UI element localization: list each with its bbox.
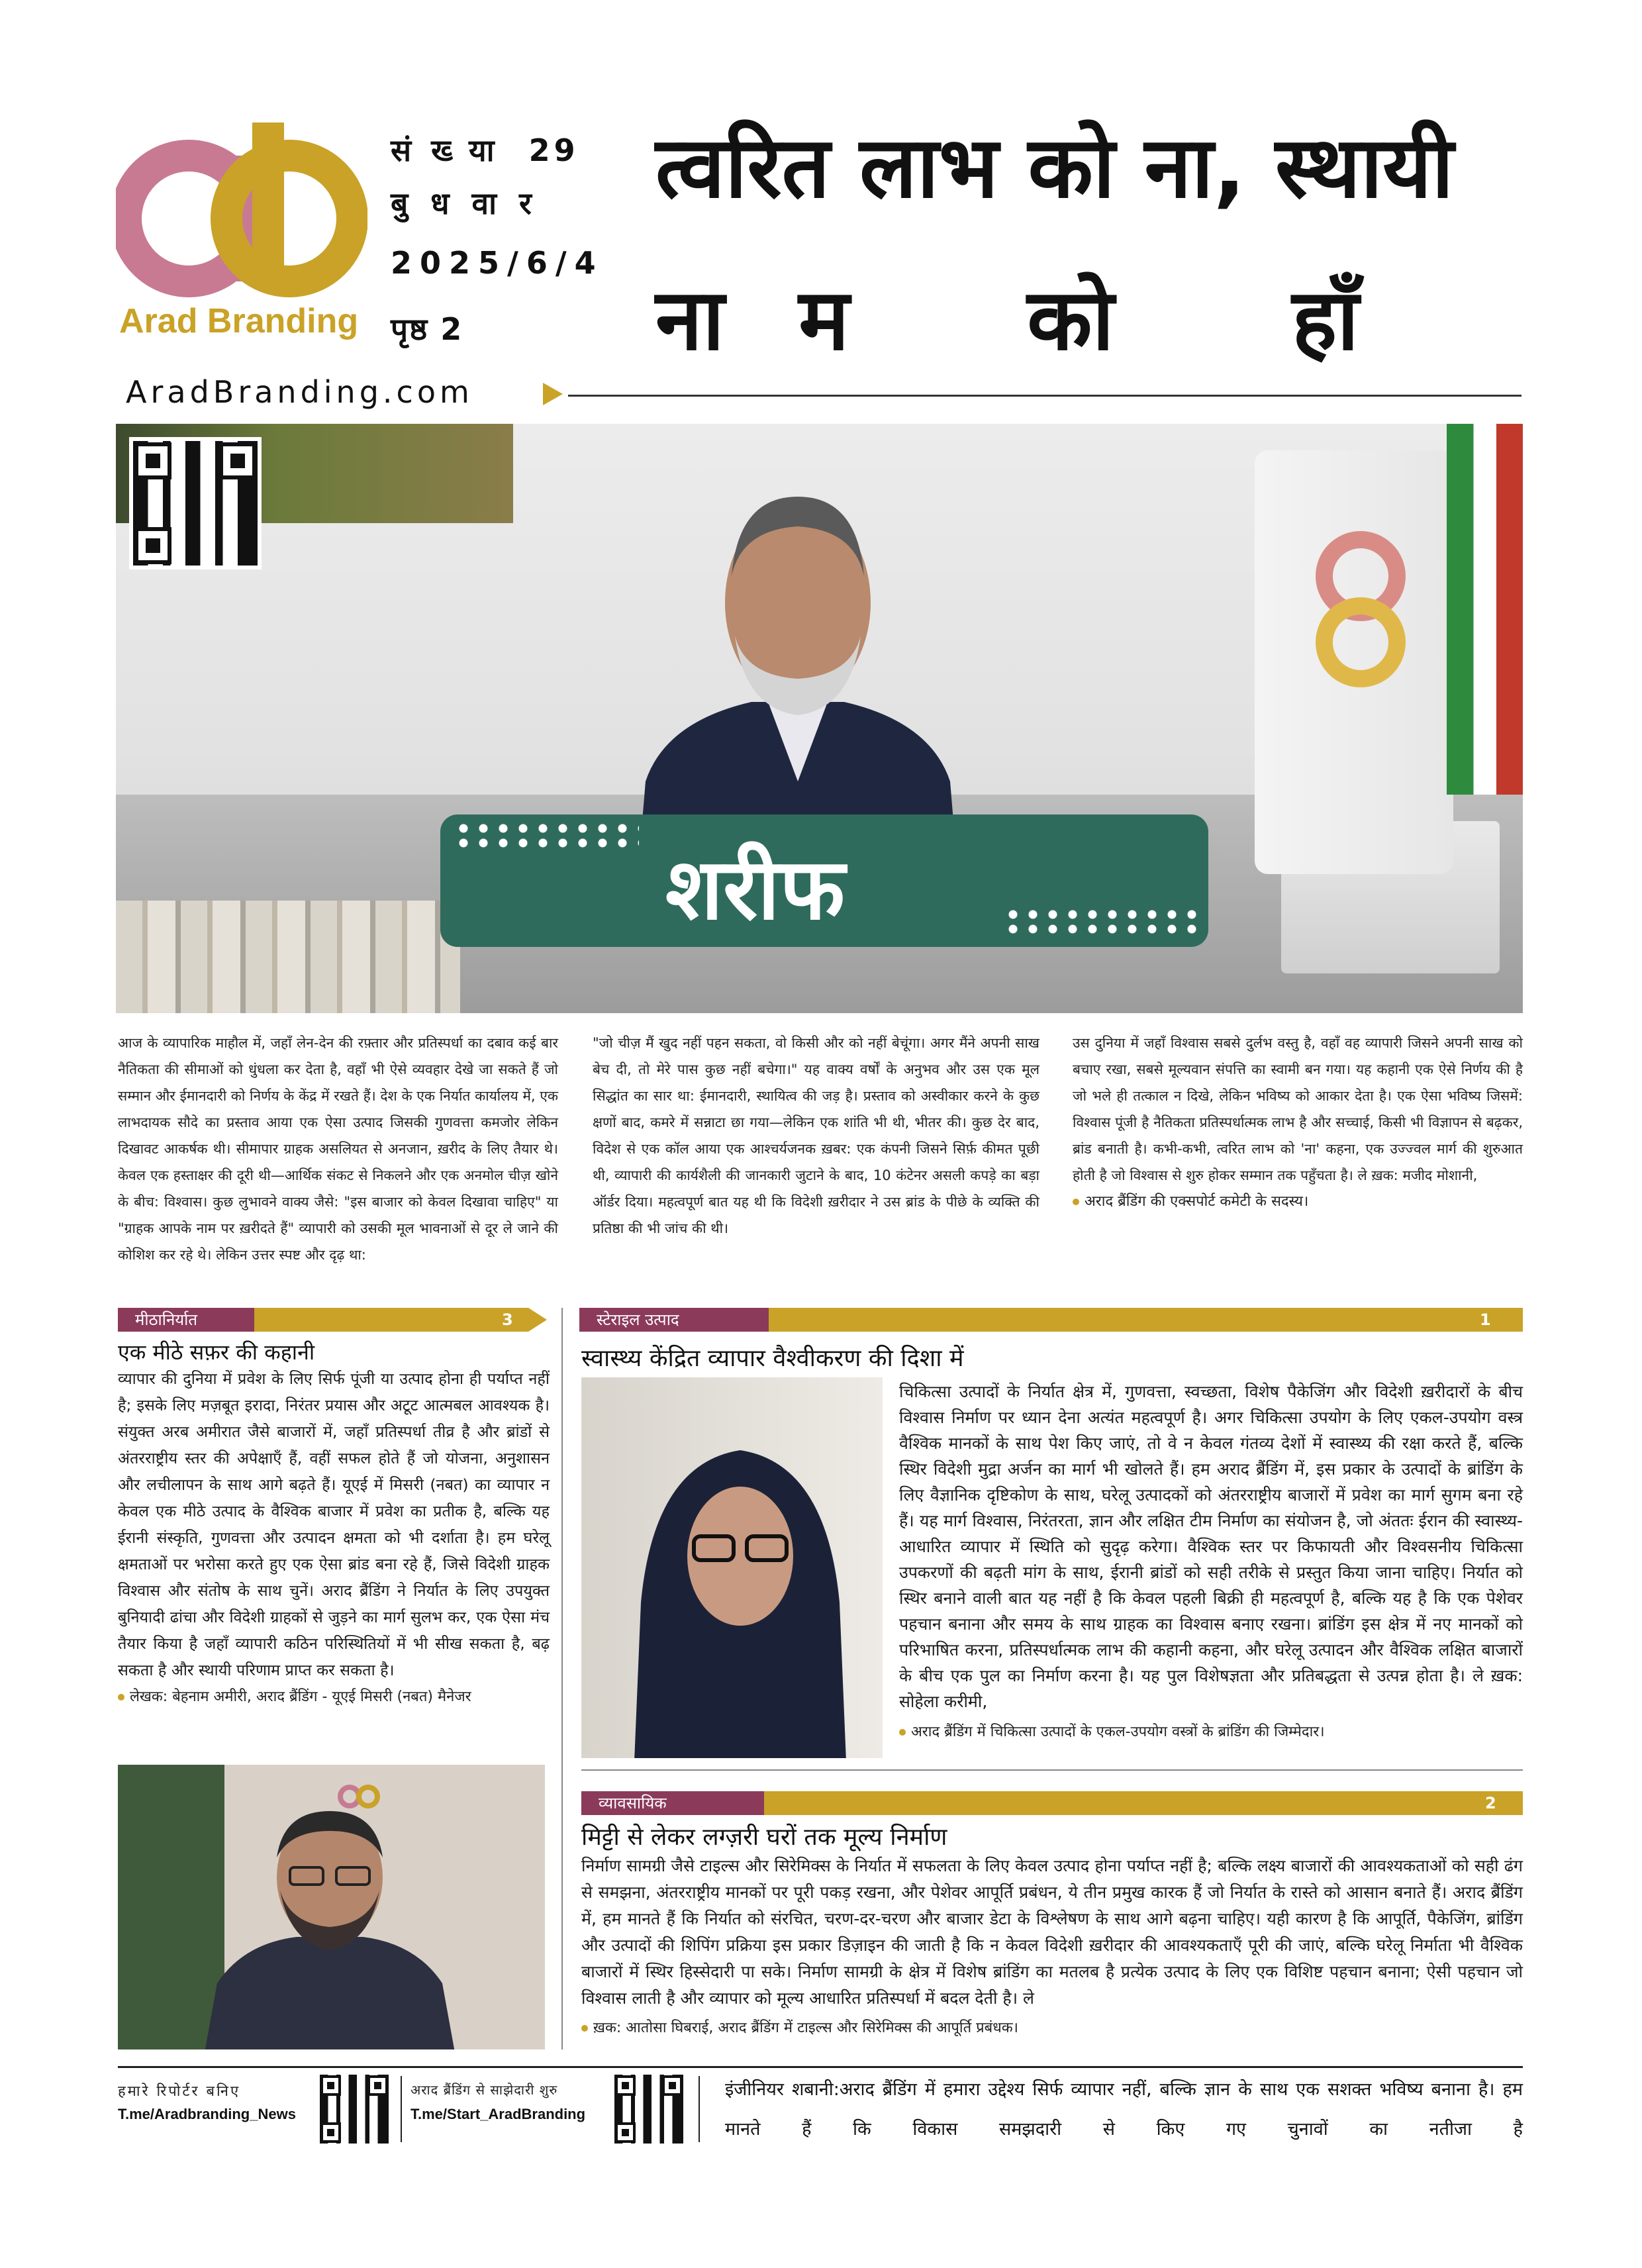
issue-date: 2025/6/4	[391, 245, 604, 281]
lead-article-col-1-text: आज के व्यापारिक माहौल में, जहाँ लेन-देन की रफ़्तार और प्रतिस्पर्धा का दबाव कई बार नैतिकता की सीमाओं को धुंधला कर देता है, वहाँ भी ऐसे व्यवहार देखे जा सकते हैं जो सम्मान और ईमानदारी को निर्णय के केंद्र में रखते हैं। देश के एक निर्यात कार्यालय में, एक लाभदायक सौदे का प्रस्ताव आया एक ऐसा उत्पाद जिसकी गुणवत्ता कमजोर लेकिन दिखावट आकर्षक थी। सीमापार ग्राहक असलियत से अनजान, ख़रीद के लिए तैयार थे। केवल एक हस्ताक्षर की दूरी थी—आर्थिक संकट से निकलने और एक अनमोल चीज़ खोने के बीच: विश्वास। कुछ लुभावने वाक्य जैसे: "इस बाजार को केवल दिखावा चाहिए" या "ग्राहक आपके नाम पर ख़रीदते हैं" व्यापारी को उसकी मूल भावनाओं से दूर ले जाने की कोशिश कर रहे थे। लेकिन उत्तर स्पष्ट और दृढ़ था:	[118, 1035, 558, 1263]
qr-eye	[615, 2075, 636, 2096]
dots-bottom-right	[1003, 907, 1202, 934]
footer-reporter-label: हमारे रिपोर्टर बनिए	[118, 2083, 241, 2100]
section-divider-horizontal	[581, 1769, 1523, 1771]
qr-code-reporter[interactable]	[318, 2073, 391, 2145]
flag-logo-mark	[1294, 530, 1427, 689]
section-right-bottom-body-text: निर्माण सामग्री जैसे टाइल्स और सिरेमिक्स के निर्यात में सफलता के लिए केवल उत्पाद होना पर्याप्त नहीं है; बल्कि लक्ष्य बाजारों की आवश्यकताओं को सही ढंग से समझना, अंतरराष्ट्रीय मानकों पर पूरी पकड़ रखना, और पेशेवर आपूर्ति प्रबंधन, ये तीन प्रमुख कारक हैं जो निर्यात के रास्ते को आसान बनाते हैं। अराद ब्रैंडिंग में, हम मानते हैं कि निर्यात को संरचित, चरण-दर-चरण और बाजार डेटा के विश्लेषण के साथ आगे बढ़ना चाहिए। यही कारण है कि आपूर्ति, पैकेजिंग, ब्रांडिंग और उत्पादों की शिपिंग प्रक्रिया इस प्रकार डिज़ाइन की जाती है कि न केवल विदेशी ख़रीदार की आवश्यकताएँ पूरी की जाएं, बल्कि घरेलू निर्माता भी वैश्विक बाजारों में स्थिर हिस्सेदारी पा सके। निर्माण सामग्री के क्षेत्र में विशेष ब्रांडिंग का मतलब है प्रत्येक उत्पाद के लिए एक विशिष्ट पहचान बनाना; ऐसी पहचान जो विश्वास लाती है और व्यापार को मूल्य आधारित प्रतिस्पर्धा में बदल देती है। ले	[581, 1856, 1523, 2008]
author-photo-right-top	[581, 1377, 883, 1758]
footer-join-label: अराद ब्रैंडिंग से साझेदारी शुरु	[410, 2082, 558, 2098]
lead-article-col-3	[1073, 1030, 1523, 1215]
section-left-credit-text: लेखक: बेहनाम अमीरी, अराद ब्रैंडिंग - यूएई मिसरी (नबत) मैनेजर	[130, 1689, 471, 1705]
qr-eye	[320, 2075, 341, 2096]
fabric-samples	[116, 901, 460, 1013]
footer-quote: इंजीनियर शबानी:अराद ब्रैंडिंग में हमारा उद्देश्य सिर्फ व्यापार नहीं, बल्कि ज्ञान के साथ एक सशक्त भविष्य बनाना है। हम मानते हैं कि विकास समझदारी से किए गए चुनावों का नतीजा है	[725, 2079, 1523, 2140]
section-left-number: 3	[502, 1310, 513, 1329]
footer-rule	[118, 2066, 1523, 2068]
footer-join-link[interactable]: T.me/Start_AradBranding	[410, 2106, 586, 2122]
footer-divider-1	[401, 2076, 402, 2142]
qr-eye	[134, 527, 171, 564]
headline-line-2: नाम को हाँ	[655, 271, 1433, 370]
bullet-icon	[118, 1694, 124, 1701]
lead-article-col-2	[593, 1030, 1039, 1242]
national-flag	[1447, 424, 1523, 795]
name-tag-text: शरीफ	[665, 840, 845, 939]
section-left-body-text: व्यापार की दुनिया में प्रवेश के लिए सिर्फ पूंजी या उत्पाद होना ही पर्याप्त नहीं है; इसके लिए मज़बूत इरादा, निरंतर प्रयास और अटूट आत्मबल आवश्यक है। संयुक्त अरब अमीरात जैसे बाजारों में, जहाँ प्रतिस्पर्धा तीव्र है और ब्रांडों से अंतरराष्ट्रीय स्तर की अपेक्षाएँ हैं, वहीं सफल होते हैं जो योजना, अनुशासन और लचीलापन के साथ आगे बढ़ते हैं। यूएई में मिसरी (नबत) का व्यापार न केवल एक मीठे उत्पाद के वैश्विक बाजार में प्रवेश का प्रतीक है, बल्कि यह ईरानी संस्कृति, गुणवत्ता और उत्पादन क्षमता को भी दर्शाता है। हम घरेलू क्षमताओं पर भरोसा करते हुए एक ऐसा ब्रांड बना रहे हैं, जिसे विदेशी ग्राहक विश्वास और संतोष के साथ चुनें। अराद ब्रैंडिंग ने निर्यात के लिए उपयुक्त बुनियादी ढांचा और विदेशी ग्राहकों से जुड़ने का मार्ग सुलभ कर, एक ऐसा मंच तैयार किया है जहाँ व्यापारी कठिन परिस्थितियों में भी सीख सकता है, बढ़ सकता है और स्थायी परिणाम प्राप्त कर सकता है।	[118, 1369, 550, 1679]
qr-code-join[interactable]	[612, 2073, 685, 2145]
section-right-top-number: 1	[1480, 1310, 1491, 1329]
section-left-tab: मीठानिर्यात	[118, 1308, 254, 1332]
section-divider-vertical	[561, 1308, 563, 2049]
section-left-frame	[528, 1308, 547, 1332]
section-right-bottom-body	[581, 1853, 1523, 2037]
qr-code-top[interactable]	[129, 437, 262, 569]
footer-divider-2	[699, 2076, 700, 2142]
bullet-icon	[1073, 1199, 1079, 1205]
issue-number-label: संख्या	[391, 132, 514, 168]
photo-brand-mark	[336, 1778, 383, 1811]
section-right-bottom-header	[581, 1791, 1523, 1815]
issue-page: पृष्ठ 2	[391, 311, 463, 347]
section-right-top-credit	[899, 1721, 1523, 1741]
logo-wordmark: Arad Branding	[119, 302, 359, 340]
section-right-top-title: स्वास्थ्य केंद्रित व्यापार वैश्वीकरण की दिशा में	[581, 1345, 964, 1372]
section-right-top-body-text: चिकित्सा उत्पादों के निर्यात क्षेत्र में, गुणवत्ता, स्वच्छता, विशेष पैकेजिंग और विदेशी ख़रीदारों के बीच विश्वास निर्माण पर ध्यान देना अत्यंत महत्वपूर्ण है। अगर चिकित्सा उपयोग के लिए एकल-उपयोग वस्त्र वैश्विक मानकों के साथ पेश किए जाएं, तो वे न केवल गंतव्य देशों में स्वास्थ्य की रक्षा करते हैं, बल्कि स्थिर विदेशी मुद्रा अर्जन का मार्ग भी खोलते हैं। हम अराद ब्रैंडिंग में, इस प्रकार के उत्पादों के ब्रांडिंग के लिए वैज्ञानिक दृष्टिकोण के साथ, घरेलू उत्पादकों को अंतरराष्ट्रीय बाजारों में प्रवेश का मार्ग सुगम बना रहे हैं। यह मार्ग विश्वास, निरंतरता, ज्ञान और लक्षित टीम निर्माण का संयोजन है, जो अंततः ईरान की स्वास्थ्य-आधारित व्यापार में स्थिति को सुदृढ़ करेगा। वैश्विक स्तर पर किफायती और विश्वसनीय चिकित्सा उपकरणों की बढ़ती मांग के साथ, ईरानी ब्रांडों को सही तरीके से प्रस्तुत किया जाना चाहिए। निर्यात को स्थिर बनाने वाली बात यह नहीं है कि केवल पहली बिक्री ही महत्वपूर्ण है, बल्कि यह है कि एक पेशेवर पहचान बनाना और समय के साथ ग्राहक का विश्वास बनाए रखना। ब्रांडिंग इस क्षेत्र में नए मानकों को परिभाषित करना, प्रतिस्पर्धात्मक लाभ की कहानी कहना, और घरेलू उत्पादन और वैश्विक लक्षित बाजारों के बीच एक पुल का निर्माण करना है। यह पुल विशेषज्ञता और प्रतिबद्धता से उत्पन्न होता है। ले ख़क: सोहेला करीमी,	[899, 1382, 1523, 1711]
qr-eye	[219, 442, 256, 479]
section-left-credit	[118, 1686, 550, 1706]
arad-branding-logo	[116, 119, 367, 311]
lead-article-credit	[1073, 1189, 1523, 1215]
footer-reporter-link[interactable]: T.me/Aradbranding_News	[118, 2106, 296, 2122]
issue-number	[391, 129, 579, 170]
website-link[interactable]: AradBranding.com	[126, 374, 473, 410]
hero-photo	[116, 424, 1523, 1013]
issue-number-value: 29	[528, 132, 579, 168]
issue-weekday: बुधवार	[391, 185, 554, 221]
section-right-bottom-credit	[581, 2017, 1523, 2037]
person-portrait	[191, 1791, 469, 2049]
section-left-header	[118, 1308, 528, 1332]
section-left-title: एक मीठे सफ़र की कहानी	[118, 1340, 315, 1365]
masthead	[0, 0, 1642, 424]
author-photo-left	[118, 1765, 545, 2049]
qr-eye	[662, 2075, 683, 2096]
section-right-bottom-number: 2	[1485, 1794, 1496, 1812]
bullet-icon	[899, 1729, 906, 1736]
qr-eye	[615, 2122, 636, 2143]
play-arrow-icon	[543, 383, 563, 405]
qr-eye	[320, 2122, 341, 2143]
qr-eye	[134, 442, 171, 479]
person-portrait	[608, 1404, 873, 1758]
section-right-bottom-title: मिट्टी से लेकर लग्ज़री घरों तक मूल्य निर्माण	[581, 1824, 947, 1851]
lead-article-col-2-text: "जो चीज़ मैं खुद नहीं पहन सकता, वो किसी और को नहीं बेचूंगा। अगर मैंने अपनी साख बेच दी, तो मेरे पास कुछ नहीं बचेगा।" यह वाक्य वर्षों के अनुभव और उस एक मूल सिद्धांत का सार था: ईमानदारी, स्थायित्व की जड़ है। प्रस्ताव को अस्वीकार करने के कुछ क्षणों बाद, कमरे में सन्नाटा छा गया—लेकिन एक शांति भी थी, भीतर की। कुछ देर बाद, विदेश से एक कॉल आया एक आश्चर्यजनक ख़बर: एक कंपनी जिसने सिर्फ़ कीमत पूछी थी, व्यापारी की कार्यशैली की जानकारी जुटाने के बाद, 10 कंटेनर असली कपड़े का बड़ा ऑर्डर दिया। महत्वपूर्ण बात यह थी कि विदेशी ख़रीदार ने उस ब्रांड के पीछे के व्यक्ति की प्रतिष्ठा की भी जांच की थी।	[593, 1035, 1039, 1236]
headline-line-1: त्वरित लाभ को ना, स्थायी	[655, 119, 1454, 217]
section-right-top-header	[579, 1308, 1523, 1332]
section-right-bottom-tab: व्यावसायिक	[581, 1791, 764, 1815]
header-rule	[568, 395, 1521, 397]
section-right-top-tab: स्टेराइल उत्पाद	[579, 1308, 769, 1332]
section-right-top-credit-text: अराद ब्रैंडिंग में चिकित्सा उत्पादों के एकल-उपयोग वस्त्रों के ब्रांडिंग की जिम्मेदार।	[911, 1724, 1325, 1740]
qr-eye	[367, 2075, 388, 2096]
section-right-bottom-credit-text: ख़क: आतोसा घिबराई, अराद ब्रैंडिंग में टाइल्स और सिरेमिक्स की आपूर्ति प्रबंधक।	[593, 2020, 1018, 2036]
lead-article-credit-text: अराद ब्रैंडिंग की एक्सपोर्ट कमेटी के सदस्य।	[1085, 1193, 1309, 1210]
bullet-icon	[581, 2025, 588, 2032]
section-left-body	[118, 1365, 550, 1706]
dots-top-left	[454, 821, 639, 848]
lead-article-col-1	[118, 1030, 558, 1268]
lead-article-col-3-text: उस दुनिया में जहाँ विश्वास सबसे दुर्लभ वस्तु है, वहाँ वह व्यापारी जिसने अपनी साख को बचाए रखा, सबसे मूल्यवान संपत्ति का स्वामी बन गया। यह कहानी एक ऐसे निर्णय की है जो भले ही तत्काल न दिखे, लेकिन भविष्य को आकार देता है। एक ऐसा भविष्य जिसमें: विश्वास पूंजी है नैतिकता प्रतिस्पर्धात्मक लाभ है और सच्चाई, किसी भी विज्ञापन से बढ़कर, ब्रांड बनाती है। कभी-कभी, त्वरित लाभ को 'ना' कहना, एक उज्ज्वल मार्ग की शुरुआत होती है जो विश्वास से शुरु होकर सम्मान तक पहुँचता है। ले ख़क: मजीद मोशानी,	[1073, 1035, 1523, 1183]
section-right-top-body	[899, 1379, 1523, 1741]
